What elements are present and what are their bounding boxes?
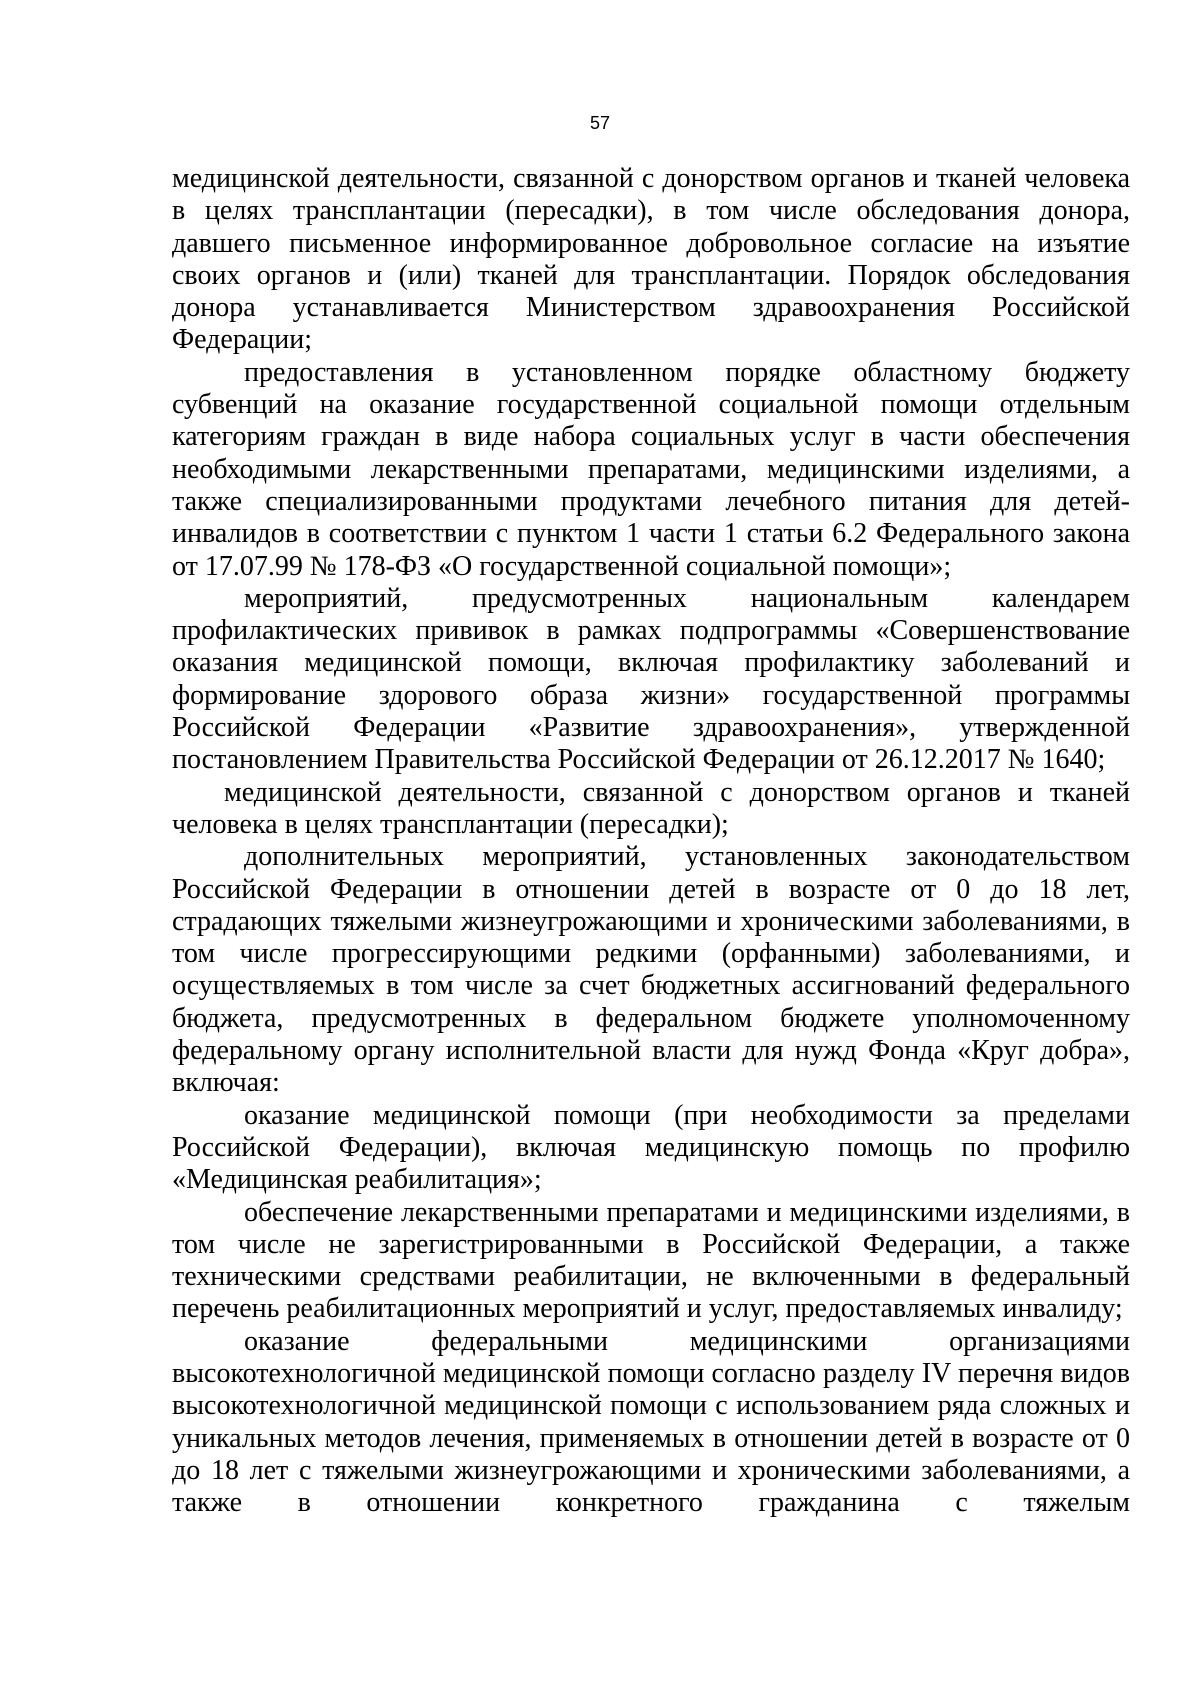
paragraph-medical-care: оказание медицинской помощи (при необходимости за пределами Российской Федерации), включая медицинскую помощь по профилю «Медицинская реабилитация»;: [172, 1099, 1130, 1196]
paragraph-subventions: предоставления в установленном порядке областному бюджету субвенций на оказание государственной социальной помощи отдельным категориям граждан в виде набора социальных услуг в части обеспечения необходимыми лекарственными препаратами, медицинскими изделиями, а также специализированными продуктами лечебного питания для детей-инвалидов в соответствии с пунктом 1 части 1 статьи 6.2 Федерального закона от 17.07.99 № 178-ФЗ «О государственной социальной помощи»;: [172, 356, 1130, 582]
document-body: [172, 163, 1130, 1519]
paragraph-vaccination-calendar: мероприятий, предусмотренных национальным календарем профилактических прививок в рамках подпрограммы «Совершенствование оказания медицинской помощи, включая профилактику заболеваний и формирование здорового образа жизни» государственной программы Российской Федерации «Развитие здравоохранения», утвержденной постановлением Правительства Российской Федерации от 26.12.2017 № 1640;: [172, 582, 1130, 776]
paragraph-drug-provision: обеспечение лекарственными препаратами и медицинскими изделиями, в том числе не зарегистрированными в Российской Федерации, а также техническими средствами реабилитации, не включенными в федеральный перечень реабилитационных мероприятий и услуг, предоставляемых инвалиду;: [172, 1196, 1130, 1325]
page-number: 57: [589, 113, 611, 133]
paragraph-transplant-donor-exam: медицинской деятельности, связанной с донорством органов и тканей человека в целях трансплантации (пересадки), в том числе обследования донора, давшего письменное информированное добровольное согласие на изъятие своих органов и (или) тканей для трансплантации. Порядок обследования донора устанавливается Министерством здравоохранения Российской Федерации;: [172, 163, 1130, 356]
paragraph-high-tech-care: оказание федеральными медицинскими организациями высокотехнологичной медицинской помощи согласно разделу IV перечня видов высокотехнологичной медицинской помощи с использованием ряда сложных и уникальных методов лечения, применяемых в отношении детей в возрасте от 0 до 18 лет с тяжелыми жизнеугрожающими и хроническими заболеваниями, а также в отношении конкретного гражданина с тяжелым: [172, 1325, 1130, 1519]
paragraph-additional-measures: дополнительных мероприятий, установленных законодательством Российской Федерации в отношении детей в возрасте от 0 до 18 лет, страдающих тяжелыми жизнеугрожающими и хроническими заболеваниями, в том числе прогрессирующими редкими (орфанными) заболеваниями, и осуществляемых в том числе за счет бюджетных ассигнований федерального бюджета, предусмотренных в федеральном бюджете уполномоченному федеральному органу исполнительной власти для нужд Фонда «Круг добра», включая:: [172, 841, 1130, 1099]
paragraph-transplant-activity: медицинской деятельности, связанной с донорством органов и тканей человека в целях трансплантации (пересадки);: [172, 776, 1130, 840]
